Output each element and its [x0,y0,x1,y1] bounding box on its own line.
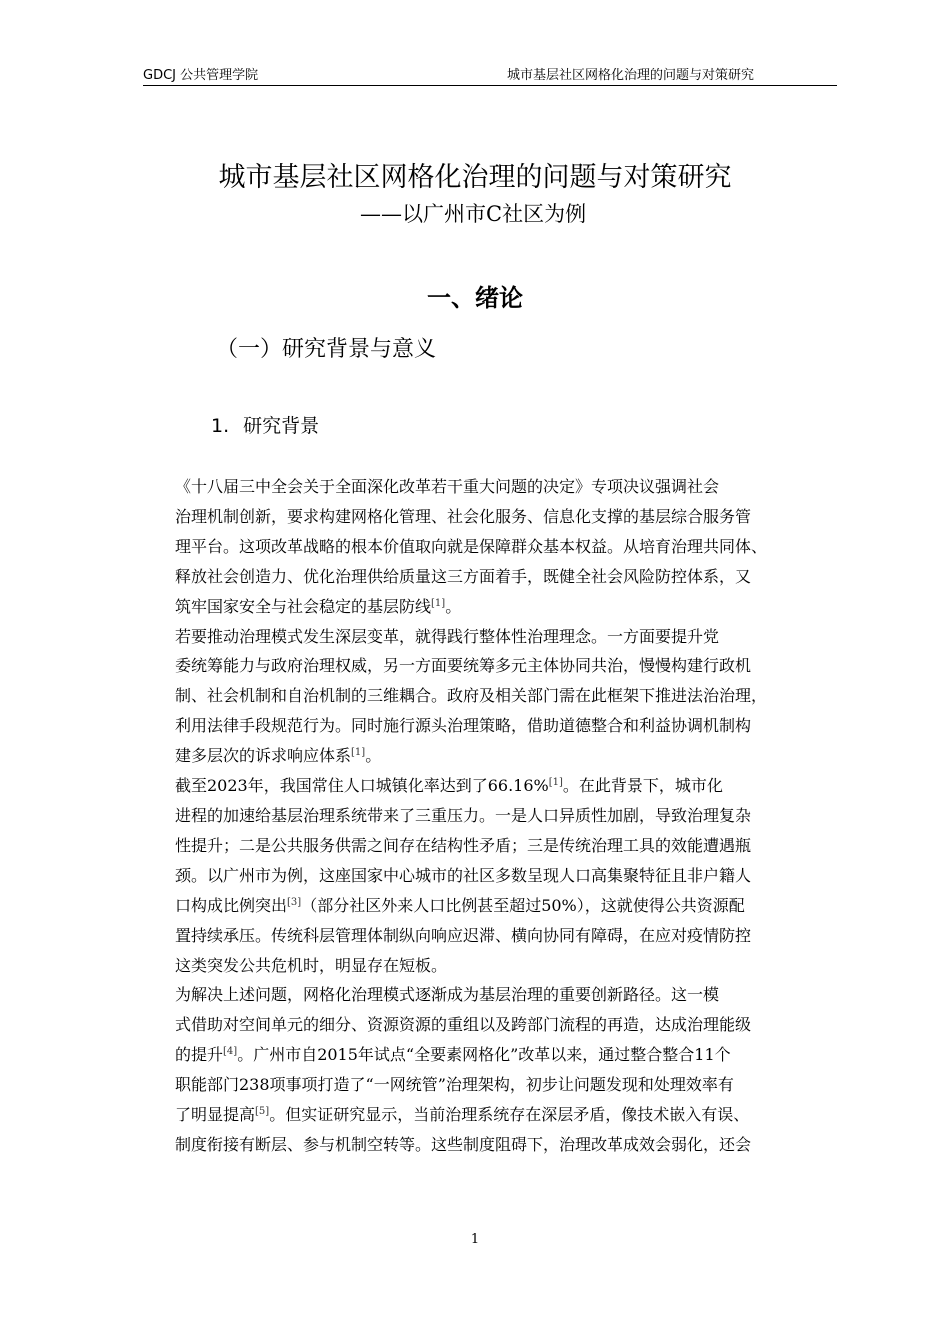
line-text: 治理机制创新，要求构建网格化管理、社会化服务、信息化支撑的基层综合服务管 [175,506,752,526]
text-line [143,532,837,562]
page-header [143,66,837,86]
text-line [143,921,837,951]
line-text: 颈。以广州市为例，这座国家中心城市的社区多数呈现人口高集聚特征且非户籍人 [175,865,752,885]
text-line [143,741,837,771]
header-institution: GDCJ 公共管理学院 [143,68,259,83]
text-line [143,951,837,981]
line-text: 制度衔接有断层、参与机制空转等。这些制度阻碍下，治理改革成效会弱化，还会 [175,1134,752,1154]
line-text: 进程的加速给基层治理系统带来了三重压力。一是人口异质性加剧，导致治理复杂 [175,805,752,825]
section-heading: 一、绪论 [427,284,523,312]
line-text: 的提升 [175,1045,224,1065]
line-text-after: 。在此背景下，城市化 [562,776,723,796]
text-line [143,771,837,801]
citation-ref: [1] [351,747,366,759]
citation-ref: [5] [255,1106,270,1118]
citation-ref: [1] [548,777,563,789]
line-text: 这类突发公共危机时，明显存在短板。 [175,955,448,975]
text-line [143,1130,837,1160]
text-line [143,502,837,532]
line-text: 式借助对空间单元的细分、资源资源的重组以及跨部门流程的再造，达成治理能级 [175,1015,752,1035]
line-text: 了明显提高 [175,1105,256,1125]
line-text: 截至2023年，我国常住人口城镇化率达到了66.16% [175,776,549,796]
text-line [143,1040,837,1070]
line-text-after: 。 [445,596,462,616]
body-paragraph [143,771,837,980]
header-running-title: 城市基层社区网格化治理的问题与对策研究 [507,68,755,83]
text-line [143,1070,837,1100]
text-line [143,622,837,652]
line-text: 口构成比例突出 [175,895,288,915]
body-paragraph [143,622,837,772]
line-text-after: 。 [365,746,382,766]
page-number: 1 [470,1232,480,1247]
subsubsection-heading [211,412,319,440]
line-text-after: （部分社区外来人口比例甚至超过50%），这就使得公共资源配 [301,895,745,915]
line-text: 置持续承压。传统科层管理体制纵向响应迟滞、横向协同有障碍，在应对疫情防控 [175,925,752,945]
line-text: 建多层次的诉求响应体系 [175,746,352,766]
paper-subtitle: ——以广州市C社区为例 [360,202,587,226]
line-text: 理平台。这项改革战略的根本价值取向就是保障群众基本权益。从培育治理共同体、 [175,536,768,556]
text-line [143,831,837,861]
text-line [143,1010,837,1040]
text-line [143,801,837,831]
citation-ref: [4] [223,1046,238,1058]
text-line [143,592,837,622]
text-line [143,980,837,1010]
line-text: 若要推动治理模式发生深层变革，就得践行整体性治理理念。一方面要提升党 [175,626,720,646]
subsubsection-label: 研究背景 [243,415,320,437]
text-line [143,1100,837,1130]
text-line [143,562,837,592]
text-line [143,651,837,681]
line-text: 为解决上述问题，网格化治理模式逐渐成为基层治理的重要创新路径。这一模 [175,985,720,1005]
line-text-after: 。广州市自2015年试点“全要素网格化”改革以来，通过整合整合11个 [237,1045,731,1065]
subsubsection-number: 1. [211,415,230,437]
text-line [143,891,837,921]
text-line [143,472,837,502]
subsection-heading: （一）研究背景与意义 [216,337,437,362]
line-text: 筑牢国家安全与社会稳定的基层防线 [175,596,432,616]
line-text: 委统筹能力与政府治理权威，另一方面要统筹多元主体协同共治，慢慢构建行政机 [175,656,752,676]
text-line [143,711,837,741]
citation-ref: [1] [431,597,446,609]
body-paragraph [143,980,837,1159]
line-text: 制、社会机制和自治机制的三维耦合。政府及相关部门需在此框架下推进法治治理， [175,686,768,706]
text-line [143,861,837,891]
body-paragraph [143,472,837,622]
line-text: 《十八届三中全会关于全面深化改革若干重大问题的决定》专项决议强调社会 [175,477,720,496]
line-text: 释放社会创造力、优化治理供给质量这三方面着手，既健全社会风险防控体系，又 [175,566,752,586]
line-text-after: 。但实证研究显示，当前治理系统存在深层矛盾，像技术嵌入有误、 [269,1105,750,1125]
text-line [143,681,837,711]
line-text: 职能部门238项事项打造了“一网统管”治理架构，初步让问题发现和处理效率有 [175,1075,734,1095]
line-text: 性提升；二是公共服务供需之间存在结构性矛盾；三是传统治理工具的效能遭遇瓶 [175,835,752,855]
line-text: 利用法律手段规范行为。同时施行源头治理策略，借助道德整合和利益协调机制构 [175,716,752,736]
paper-title: 城市基层社区网格化治理的问题与对策研究 [218,162,732,193]
body-text [143,472,837,1160]
citation-ref: [3] [287,896,302,908]
